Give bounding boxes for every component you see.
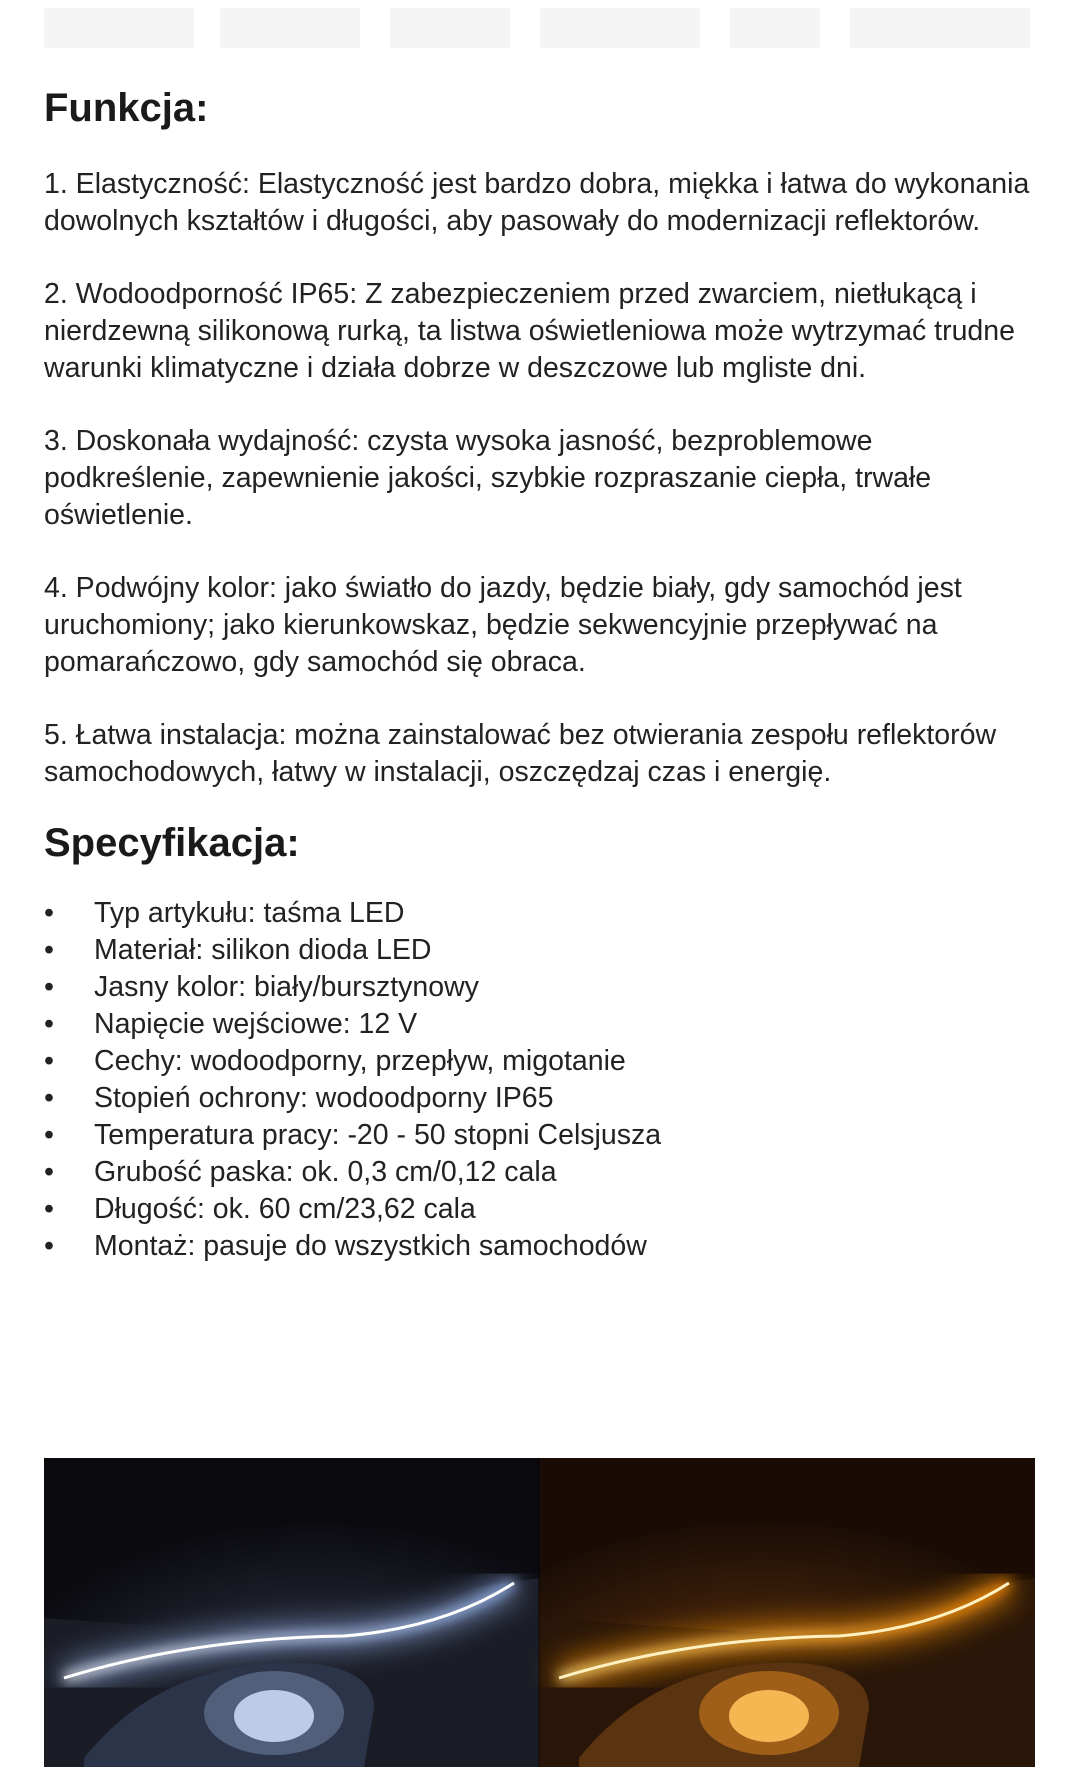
spec-item: • Stopień ochrony: wodoodporny IP65 xyxy=(44,1082,554,1114)
spec-item: • Montaż: pasuje do wszystkich samochodów xyxy=(44,1230,647,1262)
spec-item: • Typ artykułu: taśma LED xyxy=(44,897,405,929)
spec-list xyxy=(44,895,1044,1265)
funkcja-item-5: 5. Łatwa instalacja: można zainstalować bez otwierania zespołu reflektorów samochodowych, łatwy w instalacji, oszczędzaj czas i energię. xyxy=(44,719,997,788)
headlight-product-photo xyxy=(44,1458,1035,1767)
spec-item: • Temperatura pracy: -20 - 50 stopni Celsjusza xyxy=(44,1119,662,1151)
product-description xyxy=(44,82,1044,1265)
spec-item: • Cechy: wodoodporny, przepływ, migotanie xyxy=(44,1045,626,1077)
funkcja-item-2: 2. Wodoodporność IP65: Z zabezpieczeniem przed zwarciem, nietłukącą i nierdzewną silikonową rurką, ta listwa oświetleniowa może wytrzymać trudne warunki klimatyczne i działa dobrze w deszczowe lub mgliste dni. xyxy=(44,278,1015,384)
funkcja-item-4: 4. Podwójny kolor: jako światło do jazdy, będzie biały, gdy samochód jest uruchomiony; jako kierunkowskaz, będzie sekwencyjnie przepływać na pomarańczowo, gdy samochód się obraca. xyxy=(44,572,962,678)
top-image-edge xyxy=(0,0,1080,52)
funkcja-heading: Funkcja: xyxy=(44,86,209,130)
funkcja-item-3: 3. Doskonała wydajność: czysta wysoka jasność, bezproblemowe podkreślenie, zapewnienie jakości, szybkie rozpraszanie ciepła, trwałe oświetlenie. xyxy=(44,425,932,531)
funkcja-item-1: 1. Elastyczność: Elastyczność jest bardzo dobra, miękka i łatwa do wykonania dowolnych kształtów i długości, aby pasowały do modernizacji reflektorów. xyxy=(44,168,1030,237)
headlight-photo-svg xyxy=(44,1458,1035,1767)
spec-item: • Jasny kolor: biały/bursztynowy xyxy=(44,971,479,1003)
spec-item: • Materiał: silikon dioda LED xyxy=(44,934,432,966)
spec-item: • Grubość paska: ok. 0,3 cm/0,12 cala xyxy=(44,1156,557,1188)
spec-item: • Napięcie wejściowe: 12 V xyxy=(44,1008,418,1040)
specyfikacja-heading: Specyfikacja: xyxy=(44,821,300,865)
spec-item: • Długość: ok. 60 cm/23,62 cala xyxy=(44,1193,476,1225)
